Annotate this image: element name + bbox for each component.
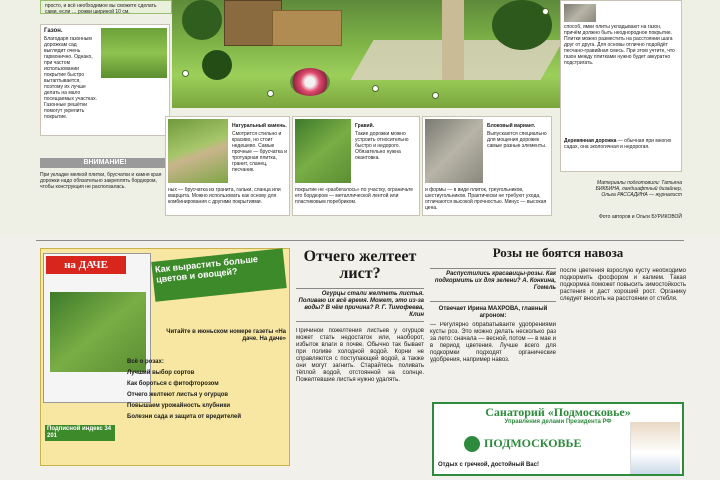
callout-dot	[372, 85, 379, 92]
magazine-promo	[40, 248, 290, 466]
block-panel	[422, 116, 552, 216]
ad-title: Санаторий «Подмосковье»	[485, 405, 631, 419]
lawn-title: Газон.	[44, 28, 63, 34]
gravel-photo	[295, 119, 351, 183]
yellow-headline: Отчего желтеет лист?	[303, 248, 417, 282]
ad-subtitle: Управления делами Президента РФ	[504, 419, 612, 425]
lawn-photo	[101, 28, 167, 78]
gravel-bottom-text: покрытие не «разбегалось» по участку, ограничьте его бордюром — металлической лентой или пластиковым поребриком.	[295, 187, 413, 205]
magazine-subscription: Подписной индекс 34 201	[45, 425, 115, 441]
gravel-text: Такие дорожки можно устроить относительно быстро и недорого. Обязательно нужна окантовка.	[355, 131, 409, 161]
yellow-body: Причиной пожелтения листьев у огурцов может стать недостаток или, наоборот, избыток влаги в почве. Обычно так бывает при поливе холодной водой. Корни не справляются с поступающей водой, а также они могут загнить. Старайтесь поливать тёплой водой, отстоянной на солнце. Пожелтевшие листья нужно удалять.	[296, 328, 424, 383]
shrub-shape	[202, 50, 232, 80]
roses-question: Распустились красавицы-розы. Как подкормить их для зелени? А. Конкина, Гомель	[430, 268, 556, 302]
main-garden-photo	[172, 0, 564, 108]
right-photo	[564, 4, 596, 22]
bullet-item: Всё о розах:	[127, 359, 164, 365]
bullet-item: Повышаем урожайность клубники	[127, 403, 231, 409]
wood-text: — обычная при многих садах, она экологичная и недорогая.	[564, 138, 672, 150]
right-text: способ, ямки плиты укладывают на газон, причём должно быть неоднородное покрытие. Плитки можно разместить на расстоянии шага друг от друга. Для основы отлично подойдёт песчано-гравийная смесь. При этом учтите, что газон между плитками нужно будет аккуратно подстригать.	[564, 24, 675, 66]
gravel-title: Гравий.	[355, 123, 375, 129]
magazine-bullets	[121, 359, 287, 455]
callout-dot	[432, 92, 439, 99]
natural-stone-photo	[168, 119, 228, 183]
magazine-promo-text: Читайте в июньском номере газеты «На даче. На даче»	[166, 329, 286, 342]
credits: Материалы подготовили: Татьяна БИКБИНА, ландшафтный дизайнер, Ольга РАССАДИНА — журналист	[595, 180, 682, 198]
natural-bottom-text: ных — брусчатка из гранита, гальки, сланца или кварцита. Можно использовать как основу для комбинирования с другими покрытиями.	[168, 187, 281, 205]
ad-logo-icon	[464, 436, 480, 452]
block-text: Выпускаются специально для мощения дорожек самые разные элементы.	[487, 131, 547, 149]
ad-doctor-photo	[630, 422, 680, 474]
roses-headline: Розы не боятся навоза	[492, 245, 624, 260]
magazine-logo: на ДАЧЕ	[46, 256, 126, 274]
flower-bed	[290, 68, 330, 96]
tree-shape	[182, 0, 222, 40]
wood-path-note	[564, 138, 678, 150]
block-title: Блоковый вариант.	[487, 123, 536, 129]
right-column	[560, 0, 682, 172]
attention-text: При укладке мелкой плитки, брусчатки и камня края дорожки надо обязательно закреплять бордюром, чтобы конструкция не расползалась.	[40, 172, 162, 190]
roses-answer-intro: Отвечает Ирина МАХРОВА, главный агроном:	[438, 306, 548, 319]
magazine-headline: Как вырастить больше цветов и овощей?	[151, 248, 286, 302]
attention-banner: ВНИМАНИЕ!	[40, 158, 170, 168]
block-photo	[425, 119, 483, 183]
callout-dot	[267, 90, 274, 97]
bullet-item: Болезни сада и защита от вредителей	[127, 414, 242, 420]
bullet-item: Как бороться с фитофторозом	[127, 381, 219, 387]
block-bottom-text: и формы — в виде плиток, треугольников, шестиугольников. Практически не требуют ухода, отличаются высокой прочностью. Минус — высокая цена.	[425, 187, 547, 211]
bullet-item: Лучший выбор сортов	[127, 370, 195, 376]
roses-body: — Регулярно обрабатывайте удобрениями кусты роз. Это можно делать несколько раз за лето: сначала — весной, потом — в мае и в период цветения. Лучше всего для подкормки подходят органические удобрения, например навоз.	[430, 322, 556, 363]
intro-snippet: просто, и всё необходимое вы сможете сделать сами, если … рожки шириной 10 см.	[40, 0, 172, 14]
path-vertical	[442, 0, 464, 80]
callout-dot	[542, 8, 549, 15]
deck-shape	[272, 10, 342, 46]
ad-brand: ПОДМОСКОВЬЕ	[484, 436, 582, 450]
natural-text: Смотрится стильно и красиво, но стоит недешево. Самые прочные — брусчатка и тротуарная плитка, гранит, сланец, песчаник.	[232, 131, 287, 173]
yellow-question: Огурцы стали желтеть листья. Поливаю их всё время. Может, это из-за воды? В чём причина? Р. Г. Тимофеева, Клин	[296, 288, 424, 322]
lawn-callout	[40, 24, 170, 136]
natural-stone-panel	[165, 116, 290, 216]
bullet-item: Отчего желтеют листья у огурцов	[127, 392, 229, 398]
roses-right-body: после цветения взрослую кусту необходимо подкормить фосфором и калием. Такая подкормка поможет повысить зимостойкость растения и даст хороший рост. Органику следует вносить на расстоянии от стебля.	[560, 268, 686, 302]
wood-label: Деревянная дорожка	[564, 138, 617, 144]
article-yellow-leaf	[296, 246, 424, 476]
ad-slogan: Отдых с гречкой, достойный Вас!	[438, 462, 539, 468]
natural-title: Натуральный камень.	[232, 123, 287, 129]
photo-credit: Фото авторов и Ольги БУРИКОВОЙ	[598, 214, 682, 220]
article-roses	[430, 246, 686, 396]
section-divider	[36, 240, 684, 241]
gravel-panel	[292, 116, 420, 216]
callout-dot	[182, 70, 189, 77]
sanatorium-ad[interactable]	[432, 402, 684, 476]
lawn-text: Благодаря газонным дорожкам сад выглядит очень гармонично. Однако, при частом использовании покрытие быстро вытаптывается, поэтому их лучше делать на мало посещаемых участках. Газонные решётки помогут укрепить покрытие.	[44, 36, 98, 120]
